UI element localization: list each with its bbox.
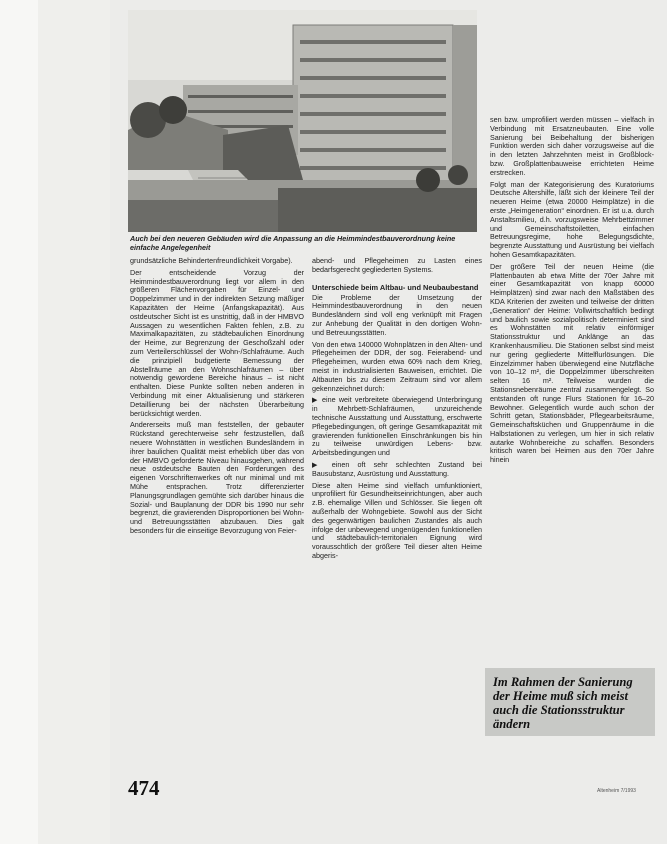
bullet-paragraph: ▶ einen oft sehr schlechten Zustand bei Bausubstanz, Ausrüstung und Ausstattung. bbox=[312, 459, 482, 478]
scan-margin bbox=[0, 0, 38, 844]
paragraph: grundsätzliche Behindertenfreundlichkeit Vorgabe). bbox=[130, 256, 293, 265]
paragraph: Der größere Teil der neuen Heime (die Plattenbauten ab etwa Mitte der 70er Jahre mit einer Gesamtkapazität von knapp 60000 Heimplätzen) sind zwar nach den Maßstäben des KDA Kriterien der zweiten und teilweise der dritten „Generation“ der Heime: Vollwirtschaftlich bedingt und baulich sowie sozialpolitisch determiniert sind es Wohnstätten mit relativ einförmiger Stationsstruktur und Anklänge an das Krankenhausmilieu. Die Stationen selbst sind meist nur gering gegliederte Mittelflurlösungen. Die Einzelzimmer haben überwiegend eine Nutzfläche von 10–12 m², die Doppelzimmer überschreiten selten 16 m². Teilweise wurden die Stationsnebenräume zentral zusammengelegt. So entstanden oft runge Flurs Stationen für 16–20 Bewohner. Gelegentlich wurde auch schon der Schritt getan, Stationsbäder, Pflegearbeitsräume, Gemeinschaftsküchen und Gruppenräume in die Halbstationen zu verlegen, um hier in sich relativ autarke Wohnbereiche zu schaffen. Besonders kritisch waren bei Heimen aus den 70er Jahre hinein bbox=[490, 261, 654, 465]
paragraph: Die Probleme der Umsetzung der Heimmindestbauverordnung in den neuen Bundesländern sind voll eng verknüpft mit Fragen zur Anhebung der Qualität in den dortigen Wohn- und Betreuungsstätten. bbox=[312, 292, 482, 337]
photo-caption: Auch bei den neueren Gebäuden wird die Anpassung an die Heimmindestbauverordnung keine einfache Angelegenheit bbox=[130, 234, 456, 252]
paragraph: Folgt man der Kategorisierung des Kuratoriums Deutsche Altershilfe, läßt sich der kleinere Teil der neueren Heime (etwa 20000 Heimplätze) in die erste „Heimgeneration“ einordnen. Er ist u.a. durch Anstaltsmilieu, d.h. vorzugsweise Mehrbettzimmer und Gemeinschaftstoiletten, einfachen Betreuungsregime, hohe Belegungsdichte, begrenzte Ausstattung und Ausrüstung bei vielfach hohen Gesamtkapazitäten. bbox=[490, 179, 654, 259]
paragraph: abend- und Pflegeheimen zu Lasten eines bedarfsgerecht gegliederten Systems. bbox=[312, 256, 482, 274]
paragraph: Diese alten Heime sind vielfach umfunktioniert, unprofiliert für Gesundheitseinrichtungen, aber auch z.B. ehemalige Villen und Schlösser. Sie liegen oft außerhalb der Wohngebiete. Sowohl aus der Sicht des gegenwärtigen baulichen Zustandes als auch infolge der unbewegend ungenügenden funktionellen und städtebaulich-territorialen Eignung wird vorausschtlich der größere Teil dieser alten Heime abgeris- bbox=[312, 480, 482, 560]
pull-quote: Im Rahmen der Sanierung der Heime muß sich meist auch die Stationsstruktur ändern bbox=[485, 668, 655, 736]
paragraph: sen bzw. umprofiliert werden müssen – vielfach in Verbindung mit Ersatzneubauten. Eine volle Sanierung bei Beibehaltung der bisherigen Funktion werden sich daher vorzugsweise auf die in den letzten Jahrzehnten meist in Großblock- bzw. Großplattenbauweise errichteten Heime erstrecken. bbox=[490, 115, 654, 177]
page-number: 474 bbox=[128, 776, 160, 800]
paragraph: Der entscheidende Vorzug der Heimmindestbauverordnung liegt vor allem in den größeren Flächenvorgaben für Einzel- und Doppelzimmer und in der indirekten Setzung mäßiger Kapazitäten der Heime (Anfangskapazität). Aus ostdeutscher Sicht ist es unstrittig, daß in der HMBVO Aussagen zu wesentlichen Fakten fehlen, z.B. zu Maximalkapazitäten, zu städtebaulichen Einordnung der Heime, zur Begrenzung der Geschoßzahl oder zum Verteilerschlüssel der Wohn-/Schlafräume. Auch die prinzipiell budgetierte Bemessung der Abstellräume an den Wohnschlafräumen – über notwendig gewordene Bereiche hinaus – ist nicht enthalten. Diese Punkte sollten neben anderen in Verbindung mit einer Aktualisierung und stärkeren Detaillierung bei der nächsten Überarbeitung berücksichtigt werden. bbox=[130, 267, 304, 418]
section-heading: Unterschiede beim Altbau- und Neubaubestand bbox=[312, 282, 479, 292]
text-column-2 bbox=[312, 257, 482, 564]
building-photo bbox=[128, 10, 477, 232]
text-column-1 bbox=[130, 257, 304, 539]
magazine-page bbox=[110, 0, 667, 844]
paragraph: Von den etwa 140000 Wohnplätzen in den Alten- und Pflegeheimen der DDR, der sog. Feierabend- und Pflegeheimen, wurden etwa 60% nach dem Krieg, meist in industrialisierten Bauweisen, errichtet. Die Altbauten bis zu diesem Zeitraum sind vor allem gekennzeichnet durch: bbox=[312, 339, 482, 393]
paragraph: Andererseits muß man feststellen, der gebauter Rückstand gerechterweise sehr festzustellen, daß neuere Wohnstätten in westlichen Bundesländern in ihrer baulichen Qualität meist erheblich über das von der HMBVO geforderte Niveau hinausgehen, während neue ostdeutsche Bauten den Forderungen des eigenen Vorschriftenwerkes oft nur minimal und mit Mühe entsprachen. Trotz differenzierter Planungsgrundlagen gemühte sich darüber hinaus die Sozial- und Bauplanung der DDR bis 1990 nur sehr begrenzt, die gravierenden Disproportionen bei Wohn- und Betreuungsstätten abzubauen. Dies galt besonders für die einseitige Bevorzugung von Feier- bbox=[130, 420, 304, 535]
bullet-paragraph: ▶ eine weit verbreitete überwiegend Unterbringung in Mehrbett-Schlafräumen, unzureichende technische Ausstattung und Ausstattung, erschwerte Pflegebedingungen, oft geringe Gesamtkapazität mit gravierenden funktionellen Einschränkungen bis hin zu teilweise unwürdigen Lebens- bzw. Arbeitsbedingungen und bbox=[312, 395, 482, 458]
footer-source: Altenheim 7/1993 bbox=[597, 788, 636, 794]
text-column-3 bbox=[490, 116, 654, 468]
